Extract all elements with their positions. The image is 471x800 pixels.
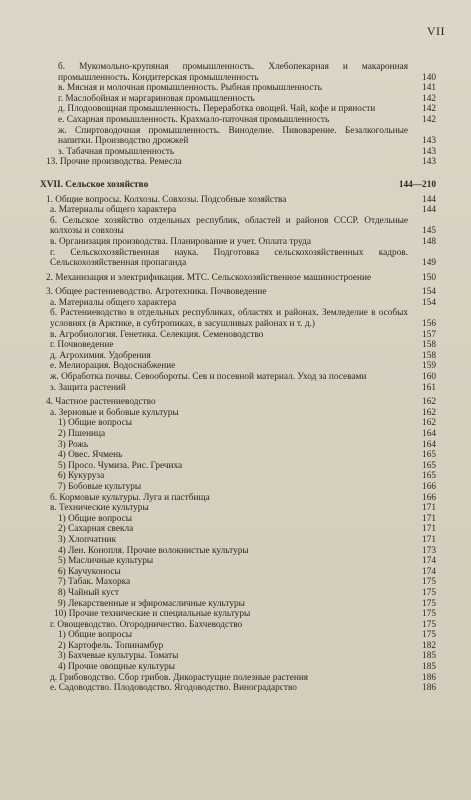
toc-entry (40, 577, 436, 588)
toc-entry-page: 185 (422, 662, 436, 673)
toc-entry (40, 372, 436, 383)
toc-entry-page: 143 (422, 157, 436, 168)
toc-entry (40, 147, 436, 158)
toc-entry-page: 171 (422, 503, 436, 514)
toc-entry-page: 175 (422, 587, 436, 598)
toc-entry-page: 166 (422, 481, 436, 492)
toc-entry-title: 1) Общие вопросы (58, 418, 132, 429)
toc-entry (40, 62, 436, 83)
section-title: XVII. Сельское хозяйство (40, 179, 149, 190)
toc-entry-page: 173 (422, 545, 436, 556)
toc-entry-page: 145 (422, 226, 436, 237)
toc-entry-page: 174 (422, 566, 436, 577)
toc-entry (40, 273, 436, 284)
toc-entry-page: 156 (422, 319, 436, 330)
table-of-contents (40, 62, 436, 694)
toc-entry (40, 351, 436, 362)
toc-entry-title: д. Грибоводство. Сбор грибов. Дикорастущие полезные растения (50, 672, 309, 683)
toc-entry (40, 104, 436, 115)
toc-entry-page: 175 (422, 630, 436, 641)
toc-entry-title: в. Технические культуры (50, 503, 149, 514)
toc-entry-page: 148 (422, 236, 436, 247)
toc-entry-title: ж. Обработка почвы. Севообороты. Сев и посевной материал. Уход за посевами (50, 372, 367, 383)
toc-entry-page: 143 (422, 146, 436, 157)
toc-entry-page: 144 (422, 205, 436, 216)
toc-entry-page: 164 (422, 429, 436, 439)
toc-entry-title: 3) Рожь (58, 439, 89, 450)
toc-entry-page: 150 (422, 272, 436, 283)
toc-entry-page: 171 (422, 524, 436, 535)
section-entries (40, 195, 436, 694)
toc-entry-title: 13. Прочие производства. Ремесла (46, 157, 182, 168)
toc-entry-page: 185 (422, 651, 436, 662)
toc-entry-page: 140 (422, 72, 436, 83)
toc-entry (40, 588, 436, 599)
toc-entry (40, 524, 436, 535)
toc-entry-title: з. Защита растений (50, 382, 126, 393)
toc-entry (40, 567, 436, 578)
toc-entry-page: 164 (422, 439, 436, 450)
toc-entry-title: г. Овощеводство. Огородничество. Бахчеводство (50, 619, 243, 630)
toc-entry-page: 175 (422, 598, 436, 609)
toc-entry (40, 308, 436, 329)
toc-entry-title: в. Агробиология. Генетика. Селекция. Семеноводство (50, 329, 264, 340)
toc-entry (40, 630, 436, 641)
toc-entry-title: б. Сельское хозяйство отдельных республик, областей и районов СССР. Отдельные колхозы и совхозы (50, 215, 408, 237)
toc-entry (40, 237, 436, 248)
toc-entry-page: 162 (422, 418, 436, 429)
toc-entry (40, 450, 436, 461)
toc-entry (40, 195, 436, 206)
toc-entry (40, 330, 436, 341)
toc-entry-title: е. Сахарная промышленность. Крахмало-паточная промышленность (58, 114, 330, 125)
toc-entry-page: 154 (422, 287, 436, 298)
toc-entry (40, 493, 436, 504)
toc-entry (40, 641, 436, 652)
toc-entry (40, 461, 436, 472)
toc-entry-page: 175 (422, 609, 436, 620)
toc-entry (40, 535, 436, 546)
toc-entry (40, 126, 436, 147)
toc-entry-title: 6) Каучуконосы (58, 566, 121, 577)
toc-entry (40, 503, 436, 514)
toc-entry (40, 599, 436, 610)
toc-entry-title: в. Организация производства. Планирование и учет. Оплата труда (50, 236, 311, 247)
toc-entry-title: а. Материалы общего характера (50, 297, 177, 308)
toc-entry-title: б. Мукомольно-крупяная промышленность. Хлебопекарная и макаронная промышленность. Кондитерская промышленность (58, 62, 408, 83)
toc-entry-page: 141 (422, 83, 436, 94)
toc-entry-page: 158 (422, 340, 436, 351)
toc-entry-page: 175 (422, 619, 436, 630)
toc-entry (40, 514, 436, 525)
toc-entry-page: 157 (422, 329, 436, 340)
page-number: VII (426, 24, 445, 38)
toc-entry-title: 3) Бахчевые культуры. Томаты (58, 651, 179, 662)
toc-entry-title: б. Кормовые культуры. Луга и пастбища (50, 492, 210, 503)
toc-entry (40, 546, 436, 557)
toc-entry (40, 482, 436, 493)
toc-entry-page: 166 (422, 492, 436, 503)
toc-entry (40, 397, 436, 408)
toc-entry-page: 142 (422, 93, 436, 104)
toc-entry-page: 142 (422, 114, 436, 125)
toc-entry (40, 556, 436, 567)
toc-entry (40, 115, 436, 126)
toc-entry-title: 1) Общие вопросы (58, 513, 132, 524)
toc-entry-title: 2) Сахарная свекла (58, 524, 134, 535)
toc-entry-title: 4) Лен. Конопля. Прочие волокнистые культуры (58, 545, 249, 556)
toc-entry-title: б. Растениеводство в отдельных республиках, областях и районах. Земледелие в особых условиях (в Арктике, в субтропиках, в засушливых районах и т. д.) (50, 308, 408, 330)
toc-entry-title: ж. Спиртоводочная промышленность. Виноделие. Пивоварение. Безалкогольные напитки. Производство дрожжей (58, 125, 408, 147)
toc-entry-title: 1. Общие вопросы. Колхозы. Совхозы. Подсобные хозяйства (46, 194, 287, 205)
toc-entry-page: 144 (422, 194, 436, 205)
toc-entry-page: 162 (422, 397, 436, 408)
entries-before (40, 62, 436, 168)
toc-entry (40, 361, 436, 372)
toc-entry (40, 683, 436, 694)
toc-entry-title: г. Почвоведение (50, 340, 114, 351)
toc-entry-title: а. Зерновые и бобовые культуры (50, 407, 179, 418)
toc-entry-page: 159 (422, 361, 436, 372)
toc-entry (40, 651, 436, 662)
toc-entry-page: 174 (422, 556, 436, 567)
toc-entry-title: д. Плодоовощная промышленность. Переработка овощей. Чай, кофе и пряности (58, 104, 376, 115)
toc-entry-title: 7) Табак. Махорка (58, 577, 131, 588)
toc-entry (40, 287, 436, 298)
toc-entry-title: е. Мелиорация. Водоснабжение (50, 361, 176, 372)
toc-entry (40, 83, 436, 94)
toc-entry (40, 471, 436, 482)
toc-entry (40, 383, 436, 394)
toc-entry (40, 94, 436, 105)
toc-entry-page: 149 (422, 258, 436, 269)
toc-entry-title: 4. Частное растениеводство (46, 397, 156, 408)
toc-entry-title: а. Материалы общего характера (50, 205, 177, 216)
toc-entry-title: в. Мясная и молочная промышленность. Рыбная промышленность (58, 83, 322, 94)
toc-entry-page: 186 (422, 672, 436, 683)
toc-entry-title: д. Агрохимия. Удобрения (50, 350, 151, 361)
toc-entry-title: 7) Бобовые культуры (58, 481, 142, 492)
toc-entry-title: 2. Механизация и электрификация. МТС. Сельскохозяйственное машиностроение (46, 272, 372, 283)
toc-entry-title: 3. Общее растениеводство. Агротехника. Почвоведение (46, 287, 267, 298)
toc-entry-title: 10) Прочие технические и специальные культуры (54, 609, 251, 620)
toc-entry-title: 4) Овес. Ячмень (58, 450, 123, 461)
section-heading (40, 180, 436, 191)
toc-entry-page: 182 (422, 640, 436, 651)
toc-entry-page: 160 (422, 372, 436, 383)
toc-entry (40, 205, 436, 216)
toc-entry (40, 662, 436, 673)
toc-entry-page: 175 (422, 577, 436, 588)
toc-entry-page: 154 (422, 297, 436, 308)
section-range: 144—210 (398, 179, 436, 190)
toc-entry (40, 157, 436, 168)
toc-entry-title: г. Сельскохозяйственная наука. Подготовка сельскохозяйственных кадров. Сельскохозяйственная пропаганда (50, 247, 408, 269)
toc-entry-page: 165 (422, 460, 436, 471)
toc-entry-title: 9) Лекарственные и эфиромасличные культуры (58, 598, 245, 609)
toc-entry (40, 408, 436, 419)
toc-entry (40, 298, 436, 309)
toc-entry-page: 142 (422, 104, 436, 115)
toc-entry-page: 186 (422, 683, 436, 694)
toc-entry (40, 620, 436, 631)
toc-entry-title: 6) Кукуруза (58, 471, 105, 482)
toc-entry-title: 8) Чайный куст (58, 587, 119, 598)
toc-entry-page: 161 (422, 382, 436, 393)
toc-entry-title: г. Маслобойная и маргариновая промышленность (58, 93, 255, 104)
toc-entry (40, 340, 436, 351)
toc-entry (40, 673, 436, 684)
toc-entry (40, 418, 436, 429)
toc-entry-title: 3) Хлопчатник (58, 534, 117, 545)
toc-entry-page: 165 (422, 471, 436, 482)
toc-entry-title: 1) Общие вопросы (58, 630, 132, 641)
toc-entry-page: 165 (422, 450, 436, 461)
toc-entry-page: 171 (422, 513, 436, 524)
toc-entry (40, 216, 436, 237)
toc-entry-title: е. Садоводство. Плодоводство. Ягодоводство. Виноградарство (50, 683, 297, 694)
toc-entry-title: з. Табачная промышленность (58, 146, 175, 157)
toc-entry-title: 2) Пшеница (58, 429, 106, 439)
toc-entry-page: 162 (422, 407, 436, 418)
toc-entry-title: 4) Прочие овощные культуры (58, 662, 176, 673)
toc-entry-page: 171 (422, 534, 436, 545)
toc-entry (40, 248, 436, 269)
toc-entry (40, 429, 436, 440)
toc-entry (40, 440, 436, 451)
toc-entry-title: 5) Масличные культуры (58, 556, 154, 567)
toc-entry (40, 609, 436, 620)
toc-entry-title: 5) Просо. Чумиза. Рис. Гречиха (58, 460, 183, 471)
toc-entry-title: 2) Картофель. Топинамбур (58, 640, 164, 651)
toc-entry-page: 158 (422, 350, 436, 361)
toc-entry-page: 143 (422, 136, 436, 147)
